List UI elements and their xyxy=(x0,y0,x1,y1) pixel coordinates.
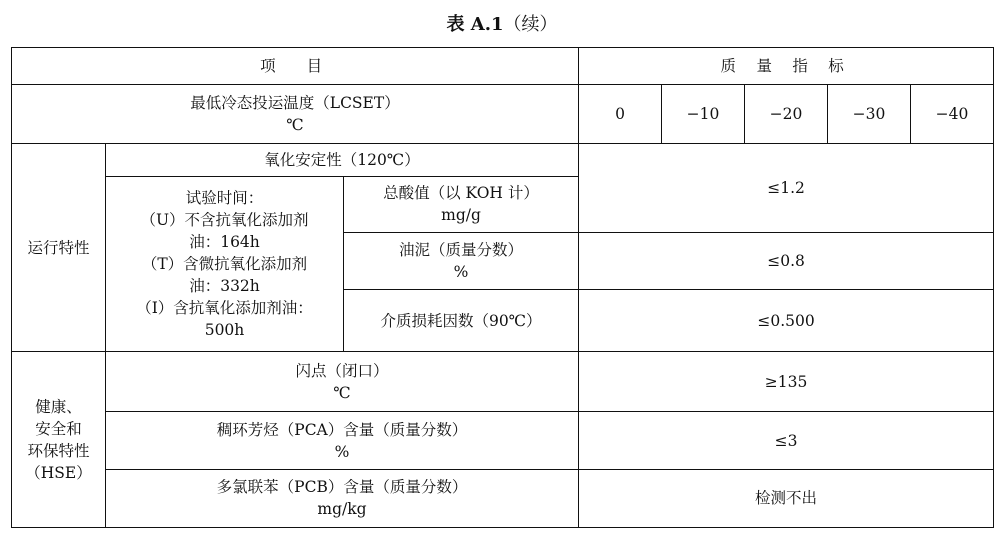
flash-row xyxy=(12,352,994,412)
test-time-line: 油：332h xyxy=(189,276,260,295)
test-time-line: 500h xyxy=(204,320,245,339)
flash-value-cell: ≥135 xyxy=(579,352,994,412)
sludge-value-cell: ≤0.8 xyxy=(579,232,994,289)
lcset-value-cell: −10 xyxy=(662,85,745,144)
acid-name-cell xyxy=(344,176,579,232)
header-item-text: 项 目 xyxy=(260,57,330,76)
test-time-line: （T）含微抗氧化添加剂 xyxy=(141,254,308,273)
lcset-name: 最低冷态投运温度（LCSET） xyxy=(190,94,400,113)
header-row xyxy=(12,48,994,85)
header-item-cell xyxy=(12,48,579,85)
lcset-name-cell xyxy=(12,85,579,144)
lcset-row xyxy=(12,85,994,144)
caption-suffix: （续） xyxy=(503,14,558,35)
dielectric-value-cell: ≤0.500 xyxy=(579,289,994,351)
lcset-unit: ℃ xyxy=(286,116,304,135)
flash-unit: ℃ xyxy=(333,383,351,402)
pcb-value-cell: 检测不出 xyxy=(579,469,994,527)
test-time-line: 试验时间： xyxy=(185,188,264,207)
sludge-unit: % xyxy=(453,262,469,281)
sludge-name: 油泥（质量分数） xyxy=(399,240,524,259)
pca-value-cell: ≤3 xyxy=(579,412,994,469)
flash-name-cell xyxy=(106,352,579,412)
spec-table xyxy=(11,47,994,528)
test-time-line: （I）含抗氧化添加剂油： xyxy=(136,298,313,317)
table-caption xyxy=(0,10,1004,40)
acid-name: 总酸值（以 KOH 计） xyxy=(383,184,539,203)
hse-group-line: 健康、 xyxy=(35,397,82,416)
lcset-value-cell: −40 xyxy=(911,85,994,144)
test-time-line: （U）不含抗氧化添加剂 xyxy=(140,210,309,229)
dielectric-name-cell: 介质损耗因数（90℃） xyxy=(344,289,579,351)
lcset-value-cell: 0 xyxy=(579,85,662,144)
hse-group-line: （HSE） xyxy=(25,463,92,482)
hse-group-line: 安全和 xyxy=(35,419,82,438)
hse-group-cell xyxy=(12,352,106,528)
pca-name-cell xyxy=(106,412,579,469)
acid-unit: mg/g xyxy=(441,206,481,225)
hse-group-line: 环保特性 xyxy=(27,441,90,460)
caption-label: 表 A.1 xyxy=(446,14,504,35)
oxidation-title-row xyxy=(12,144,994,176)
pca-row xyxy=(12,412,994,469)
lcset-value-cell: −30 xyxy=(828,85,911,144)
pcb-name-cell xyxy=(106,469,579,527)
oxidation-title-cell: 氧化安定性（120℃） xyxy=(106,144,579,176)
test-time-cell xyxy=(106,176,344,352)
sludge-name-cell xyxy=(344,232,579,289)
pcb-unit: mg/kg xyxy=(317,500,367,519)
lcset-value-cell: −20 xyxy=(745,85,828,144)
header-quality-cell xyxy=(579,48,994,85)
operating-group-cell: 运行特性 xyxy=(12,144,106,352)
pcb-name: 多氯联苯（PCB）含量（质量分数） xyxy=(216,478,468,497)
header-quality-text: 质 量 指 标 xyxy=(720,57,852,76)
pca-unit: % xyxy=(334,442,350,461)
acid-value-cell: ≤1.2 xyxy=(579,144,994,232)
pcb-row xyxy=(12,469,994,527)
flash-name: 闪点（闭口） xyxy=(295,361,389,380)
pca-name: 稠环芳烃（PCA）含量（质量分数） xyxy=(216,420,468,439)
test-time-line: 油：164h xyxy=(189,232,260,251)
